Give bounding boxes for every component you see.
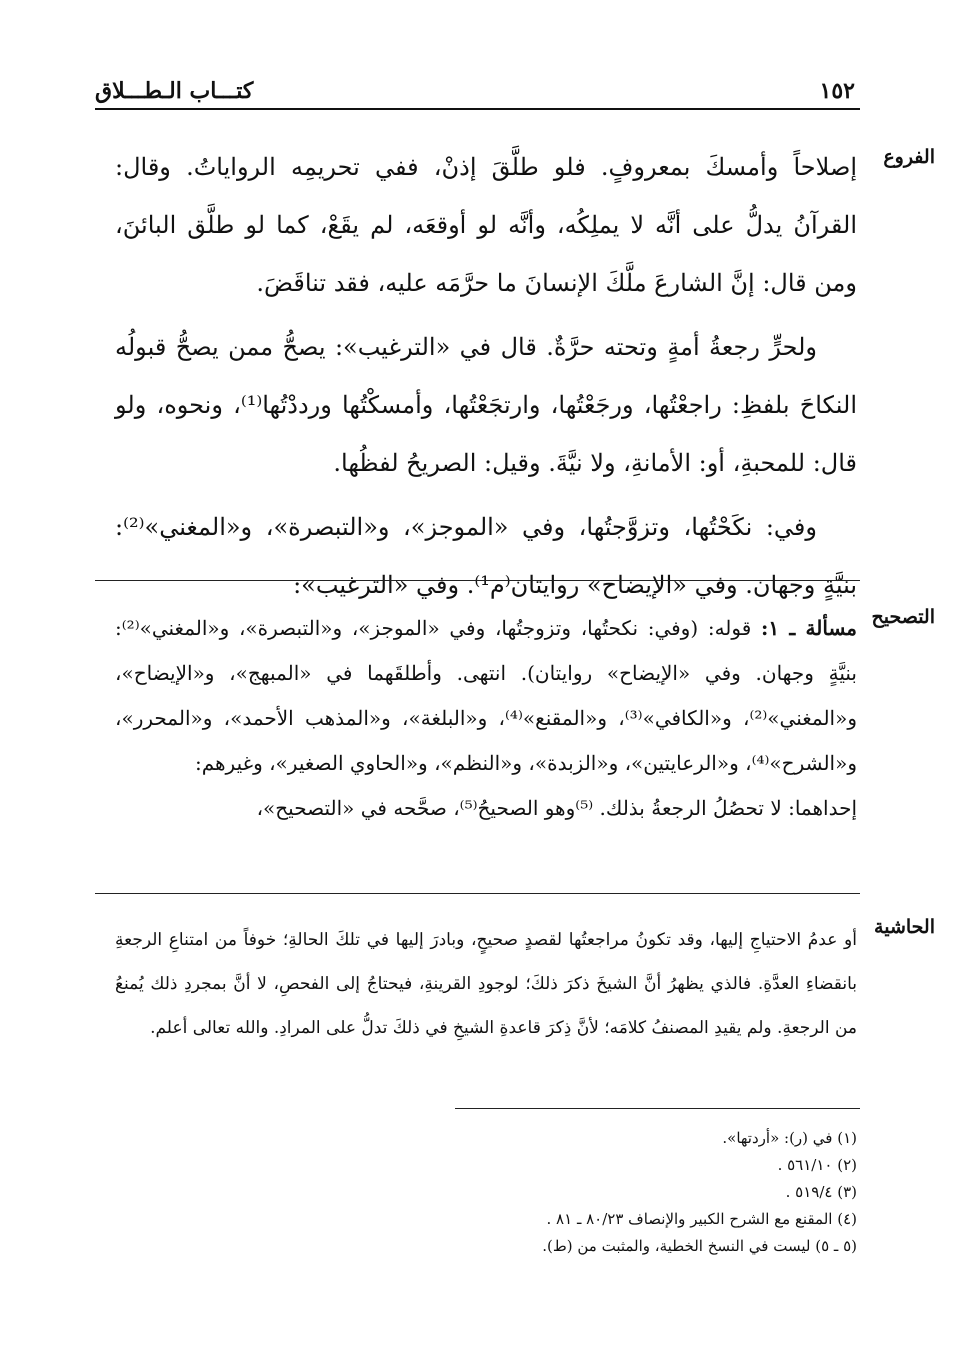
header-rule — [95, 108, 860, 110]
footnote: (٢) ٥٦١/١٠ . — [777, 1156, 857, 1174]
footnotes — [115, 1125, 857, 1260]
tashih-paragraph: إحداهما: لا تحصُلُ الرجعةُ بذلك. ⁽⁵⁾وهو الصحيحُ⁽⁵⁾، صحَّحه في «التصحيح»، — [256, 796, 857, 820]
tashih-text — [115, 606, 857, 831]
furu-text — [115, 138, 857, 614]
tashih-label: التصحيح — [871, 606, 935, 628]
furu-paragraph: ولحرٍّ رجعةُ أمةٍ وتحته حرَّةٌ. قال في «الترغيب»: يصحُّ ممن يصحُّ قبولُه النكاحَ بلفظِ: راجعْتُها، ورجَعْتُها، وارتجَعْتُها، وأمسكْتُها ورددْتُها⁽¹⁾، ونحوه، ولو قال: للمحبةِ، أو: الأمانةِ، ولا نيَّةَ. وقيل: الصريحُ لفظُها. — [115, 333, 857, 477]
hashiya-text — [115, 918, 857, 1050]
footnote: (٣) ٥١٩/٤ . — [785, 1183, 857, 1201]
furu-paragraph: وفي: نكَحْتُها، وتزوَّجتُها، وفي «الموجز»، و«التبصرة»، و«المغني»⁽²⁾: بنيَّةٍ وجهان. وفي «الإيضاح» روايتان⁽م¹⁾. وفي «الترغيب»: — [115, 513, 857, 599]
tashih-body: قوله: (وفي: نكحتُها، وتزوجتُها، وفي «الموجز»، و«التبصرة»، و«المغني»⁽²⁾: بنيَّةٍ وجهان. وفي «الإيضاح» روايتان). انتهى. وأطلقَهما في «المبهج»، و«الإيضاح»، و«المغني»⁽²⁾، و«الكافي»⁽³⁾، و«المقنع»⁽⁴⁾، و«البلغة»، و«المذهب الأحمد»، و«المحرر»، و«الشرح»⁽⁴⁾، و«الرعايتين»، و«الزبدة»، و«النظم»، و«الحاوي الصغير»، وغيرهم: — [115, 616, 857, 775]
page-number: ١٥٢ — [819, 78, 855, 104]
book-title: كتـــاب الـطـــلاق — [95, 78, 254, 104]
hashiya-label: الحاشية — [874, 916, 935, 938]
footnote-divider — [455, 1108, 860, 1109]
tashih-paragraph — [115, 606, 857, 786]
footnote: (١) في (ر): «أردتها». — [722, 1129, 857, 1147]
section-divider — [95, 580, 860, 581]
footnote: (٥ ـ ٥) ليست في النسخ الخطية، والمثبت من (ط). — [542, 1237, 857, 1255]
furu-paragraph: إصلاحاً وأمسكَ بمعروفٍ. فلو طلَّقَ إذنْ، ففي تحريمِه الرواياتُ. وقال: القرآنُ يدلُّ على أنَّه لا يملِكُه، وأنَّه لو أوقعَه، لم يقَعْ، كما لو طلَّق البائنَ، ومن قال: إنَّ الشارعَ ملَّكَ الإنسانَ ما حرَّمَه عليه، فقد تناقَضَ. — [115, 153, 857, 297]
furu-label: الفروع — [883, 146, 935, 168]
issue-heading: مسألة ـ ١: — [760, 616, 858, 640]
hashiya-paragraph: أو عدمُ الاحتياجِ إليها، وقد تكونُ مراجعتُها لقصدٍ صحيحٍ، وبادرَ إليها في تلكَ الحالةِ؛ خوفاً من امتناعِ الرجعةِ بانقضاءِ العدَّةِ. فالذي يظهرُ أنَّ الشيخَ ذكرَ ذلكَ؛ لوجودِ القرينةِ، فيحتاجُ إلى الفحصِ، لا أنَّ بمجردِ ذلك يُمنعُ من الرجعةِ. ولم يقيدِ المصنفُ كلامَه؛ لأنَّ ذِكرَ قاعدةِ الشيخِ في ذلكَ تدلُّ على المرادِ. والله تعالى أعلم. — [115, 930, 857, 1038]
running-header — [95, 70, 855, 104]
footnote: (٤) المقنع مع الشرح الكبير والإنصاف ٨٠/٢٣ ـ ٨١ . — [546, 1210, 857, 1228]
section-divider — [95, 893, 860, 894]
